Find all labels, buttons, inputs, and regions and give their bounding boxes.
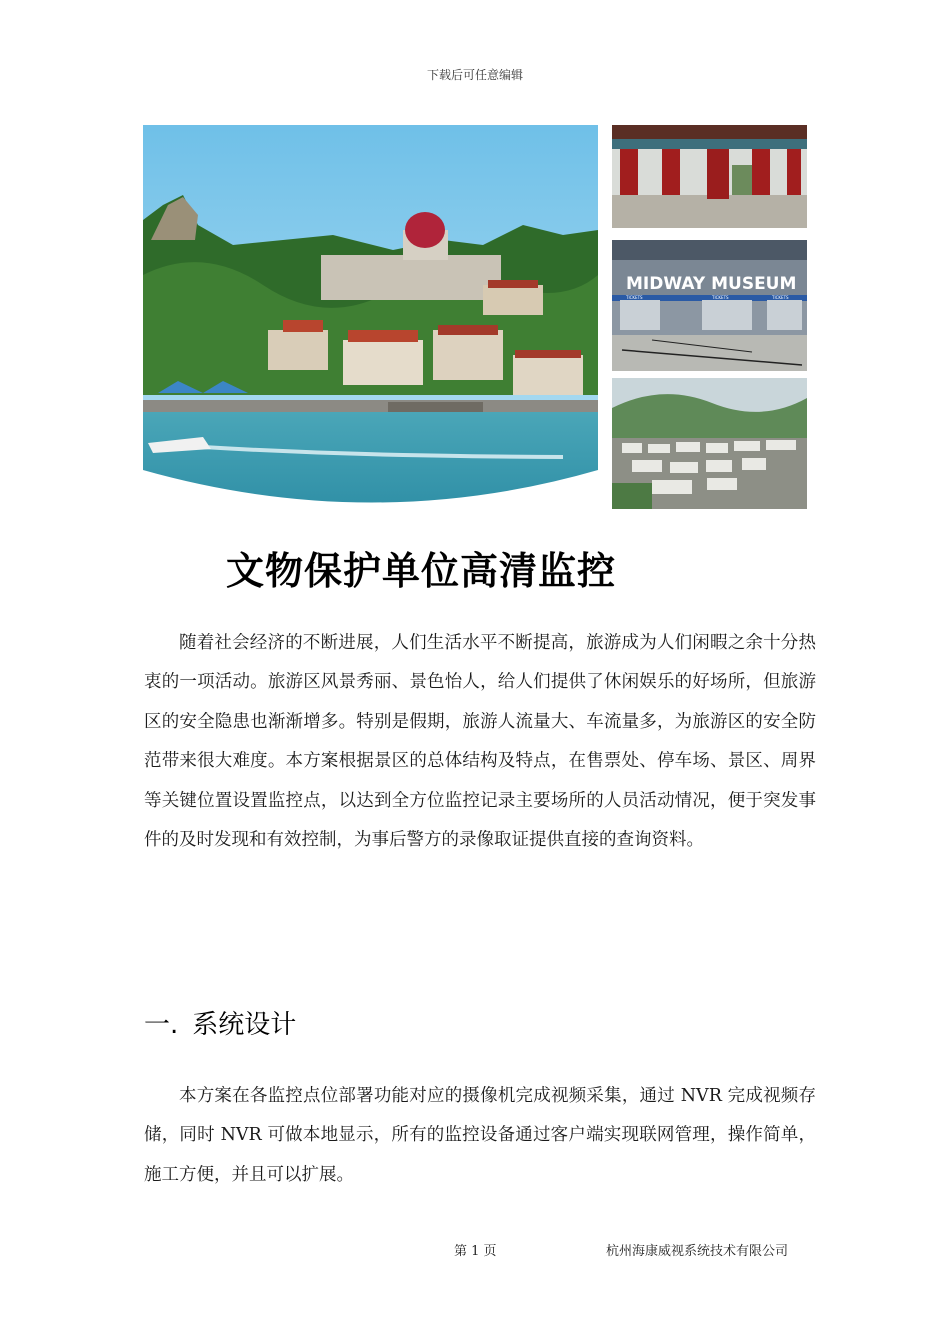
page-number: 第 1 页	[454, 1244, 497, 1259]
ticket-sign-2: TICKETS	[712, 295, 729, 300]
gate-photo	[612, 125, 807, 228]
header-note: 下载后可任意编辑	[426, 68, 523, 82]
document-title: 文物保护单位高清监控	[226, 549, 617, 593]
ticket-sign-3: TICKETS	[772, 295, 789, 300]
ticket-sign-1: TICKETS	[626, 295, 643, 300]
intro-paragraph: 随着社会经济的不断进展，人们生活水平不断提高，旅游成为人们闲暇之余十分热衷的一项活动。旅游区风景秀丽、景色怡人，给人们提供了休闲娱乐的好场所，但旅游区的安全隐患也渐渐增多。特别是假期，旅游人流量大、车流量多，为旅游区的安全防范带来很大难度。本方案根据景区的总体结构及特点，在售票处、停车场、景区、周界等关键位置设置监控点，以达到全方位监控记录主要场所的人员活动情况，便于突发事件的及时发现和有效控制，为事后警方的录像取证提供直接的查询资料。	[144, 633, 816, 851]
section-heading	[144, 1004, 296, 1041]
section-number: 一.	[144, 1010, 179, 1040]
parking-lot-photo	[612, 378, 807, 509]
section-title: 系统设计	[192, 1010, 297, 1040]
harbor-photo	[143, 125, 598, 510]
section-paragraph: 本方案在各监控点位部署功能对应的摄像机完成视频采集，通过 NVR 完成视频存储，同时 NVR 可做本地显示，所有的监控设备通过客户端实现联网管理，操作简单，施工方便，并且可以扩展。	[144, 1086, 816, 1185]
ticket-office-photo	[612, 240, 807, 371]
museum-sign: MIDWAY MUSEUM	[626, 274, 797, 294]
company-name: 杭州海康威视系统技术有限公司	[606, 1244, 789, 1259]
